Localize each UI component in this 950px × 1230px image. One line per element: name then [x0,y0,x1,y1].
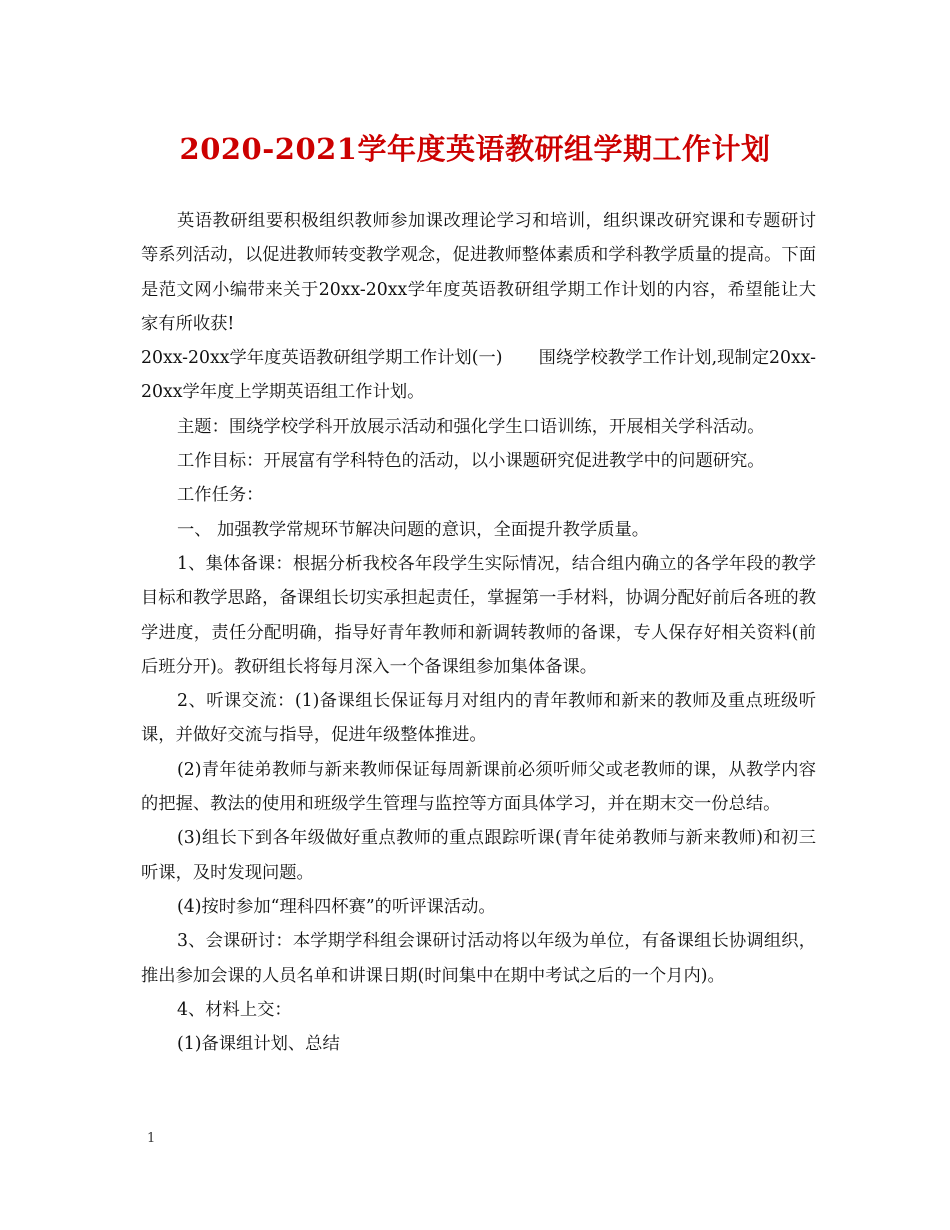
tasks-heading: 工作任务： [177,485,264,506]
page-title: 2020-2021学年度英语教研组学期工作计划 [179,132,771,166]
item-lesson-seminar: 3、会课研讨：本学期学科组会课研讨活动将以年级为单位，有备课组长协调组织，推出参加会课的人员名单和讲课日期(时间集中在期中考试之后的一个月内)。 [141,931,816,986]
document-body [141,204,816,1061]
goal-paragraph: 工作目标：开展富有学科特色的活动，以小课题研究促进教学中的问题研究。 [177,451,765,472]
plan-heading: 20xx-20xx学年度英语教研组学期工作计划(一) [141,348,503,369]
item-collective-lesson-prep: 1、集体备课：根据分析我校各年段学生实际情况，结合组内确立的各学年段的教学目标和教学思路，备课组长切实承担起责任，掌握第一手材料，协调分配好前后各班的教学进度，责任分配明确，指导好青年教师和新调转教师的备课，专人保存好相关资料(前后班分开)。教研组长将每月深入一个备课组参加集体备课。 [141,553,816,677]
item-four-cups-contest: (4)按时参加“理科四杯赛”的听评课活动。 [177,896,496,917]
page-number: 1 [147,1131,156,1146]
plan-heading-paragraph [141,341,816,410]
intro-paragraph: 英语教研组要积极组织教师参加课改理论学习和培训，组织课改研究课和专题研讨等系列活动，以促进教师转变教学观念，促进教师整体素质和学科教学质量的提高。下面是范文网小编带来关于20xx-20xx学年度英语教研组学期工作计划的内容，希望能让大家有所收获! [141,211,816,334]
section-one-heading: 一、 加强教学常规环节解决问题的意识，全面提升教学质量。 [177,519,650,540]
item-materials-submission: 4、材料上交： [177,999,292,1020]
theme-paragraph: 主题：围绕学校学科开放展示活动和强化学生口语训练，开展相关学科活动。 [177,416,765,437]
item-apprentice-observation: (2)青年徒弟教师与新来教师保证每周新课前必须听师父或老教师的课，从教学内容的把握、教法的使用和班级学生管理与监控等方面具体学习，并在期末交一份总结。 [141,759,816,815]
plan-intro: 围绕学校教学工作计划,现制定20xx-20xx学年度上学期英语组工作计划。 [141,348,817,403]
item-lesson-observation: 2、听课交流：(1)备课组长保证每月对组内的青年教师和新来的教师及重点班级听课，并做好交流与指导，促进年级整体推进。 [141,691,816,746]
item-leader-tracking: (3)组长下到各年级做好重点教师的重点跟踪听课(青年徒弟教师与新来教师)和初三听课，及时发现问题。 [141,828,816,883]
item-group-plan-summary: (1)备课组计划、总结 [177,1034,340,1055]
